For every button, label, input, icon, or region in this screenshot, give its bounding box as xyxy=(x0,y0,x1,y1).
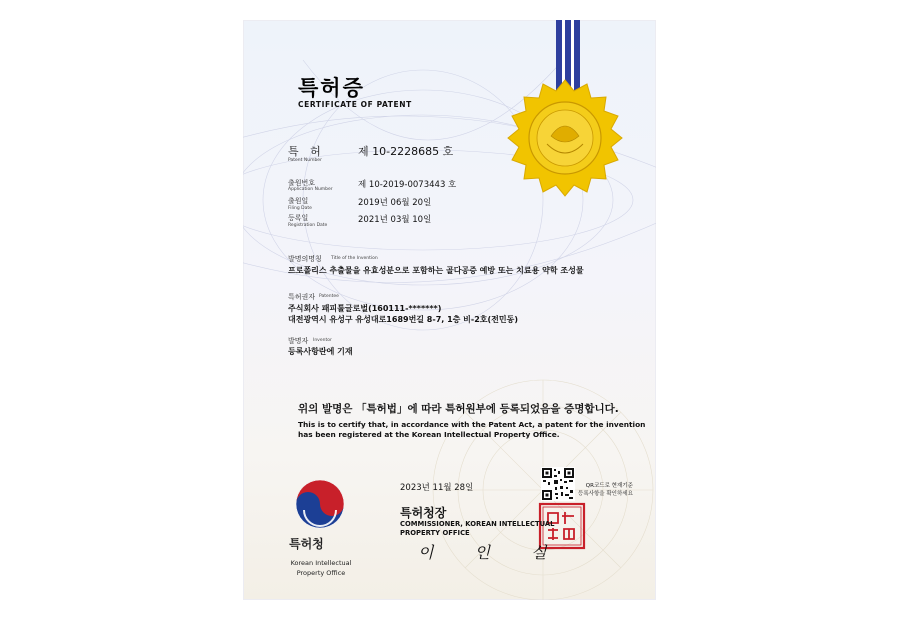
commissioner-title-en: COMMISSIONER, KOREAN INTELLECTUAL PROPERTY OFFICE xyxy=(400,520,555,537)
patent-number-label: 특 허 xyxy=(288,145,325,158)
qr-code xyxy=(541,467,575,501)
certificate-title: 특허증 xyxy=(298,76,365,100)
patent-number-value: 제 10-2228685 호 xyxy=(358,145,454,158)
kipo-logo-icon xyxy=(296,480,344,528)
patent-certificate xyxy=(243,20,656,600)
registration-date-sublabel: Registration Date xyxy=(288,223,328,228)
certification-statement-ko: 위의 발명은 「특허법」에 따라 특허원부에 등록되었음을 증명합니다. xyxy=(298,403,619,415)
qr-note-line-2: 등록사항을 확인하세요 xyxy=(578,491,633,497)
filing-date-sublabel: Filing Date xyxy=(288,206,312,211)
commissioner-title-ko: 특허청장 xyxy=(400,506,447,520)
qr-note xyxy=(578,482,633,498)
gold-medal-seal xyxy=(508,80,622,196)
registration-date-label: 등록일 xyxy=(288,214,309,222)
application-number-value: 제 10-2019-0073443 호 xyxy=(358,180,457,190)
inventor-label: 발명자 xyxy=(288,337,309,345)
patentee-name: 주식회사 패피툴글로벌(160111-*******) xyxy=(288,304,442,313)
invention-title-label: 발명의명칭 xyxy=(288,255,322,263)
registration-date-value: 2021년 03월 10일 xyxy=(358,215,432,225)
issue-date: 2023년 11월 28일 xyxy=(400,483,474,493)
qr-note-line-1: QR코드로 현재기준 xyxy=(585,483,633,489)
certificate-subtitle: CERTIFICATE OF PATENT xyxy=(298,100,412,109)
office-name-ko: 특허청 xyxy=(289,537,324,551)
inventor-sublabel: Inventor xyxy=(313,338,332,343)
office-name-en: Korean Intellectual Property Office xyxy=(290,559,352,577)
application-number-label: 출원번호 xyxy=(288,179,316,187)
commissioner-signature: 이 인 실 xyxy=(418,543,565,562)
filing-date-value: 2019년 06월 20일 xyxy=(358,198,432,208)
invention-title-sublabel: Title of the Invention xyxy=(331,256,378,261)
patent-number-sublabel: Patent Number xyxy=(288,158,322,163)
application-number-sublabel: Application Number xyxy=(288,187,333,192)
patentee-address: 대전광역시 유성구 유성대로1689번길 8-7, 1층 비-2호(전민동) xyxy=(288,315,519,324)
invention-title-value: 프로폴리스 추출물을 유효성분으로 포함하는 골다공증 예방 또는 치료용 약학 조성물 xyxy=(288,266,584,275)
filing-date-label: 출원일 xyxy=(288,197,309,205)
patentee-label: 특허권자 xyxy=(288,293,316,301)
inventor-value: 등록사항란에 기재 xyxy=(288,347,353,356)
patentee-sublabel: Patentee xyxy=(319,294,339,299)
certification-statement-en: This is to certify that, in accordance with the Patent Act, a patent for the invention has been registered at the Korean Intellectual Property Office. xyxy=(298,420,646,439)
